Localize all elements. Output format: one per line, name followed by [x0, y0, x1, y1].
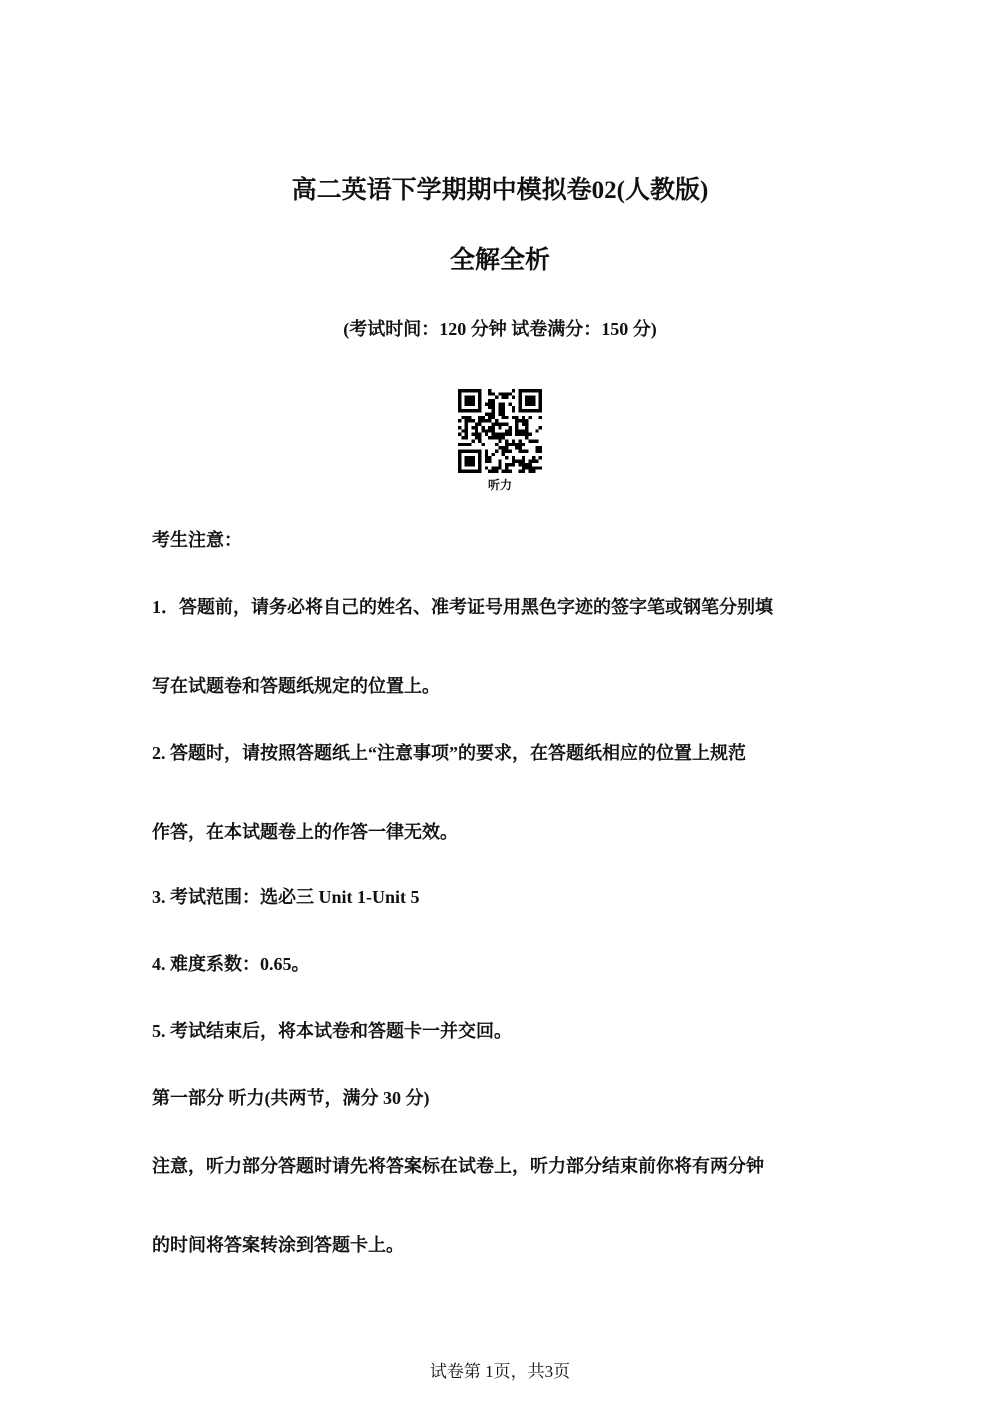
- notice-line-3: 2. 答题时，请按照答题纸上“注意事项”的要求，在答题纸相应的位置上规范: [152, 743, 746, 763]
- notice-heading: 考生注意：: [152, 530, 242, 550]
- page-footer: 试卷第 1页，共3页: [429, 1362, 571, 1381]
- listening-note-2: 的时间将答案转涂到答题卡上。: [152, 1235, 404, 1255]
- notice-line-7: 5. 考试结束后，将本试卷和答题卡一并交回。: [152, 1021, 512, 1041]
- qr-caption: 听力: [487, 478, 512, 492]
- listening-note-1: 注意，听力部分答题时请先将答案标在试卷上，听力部分结束前你将有两分钟: [152, 1156, 764, 1176]
- notice-line-5: 3. 考试范围：选必三 Unit 1-Unit 5: [152, 887, 420, 907]
- notice-line-1: 1．答题前，请务必将自己的姓名、准考证号用黑色字迹的签字笔或钢笔分别填: [152, 597, 773, 617]
- page-subtitle: 全解全析: [449, 247, 550, 274]
- exam-meta: (考试时间：120 分钟 试卷满分：150 分): [343, 319, 657, 339]
- qr-code-icon: [458, 389, 542, 473]
- notice-line-6: 4. 难度系数：0.65。: [152, 954, 310, 974]
- page-title: 高二英语下学期期中模拟卷02(人教版): [291, 177, 709, 204]
- notice-line-2: 写在试题卷和答题纸规定的位置上。: [152, 676, 440, 696]
- section-heading: 第一部分 听力(共两节，满分 30 分): [152, 1088, 430, 1108]
- notice-line-4: 作答，在本试题卷上的作答一律无效。: [152, 822, 458, 842]
